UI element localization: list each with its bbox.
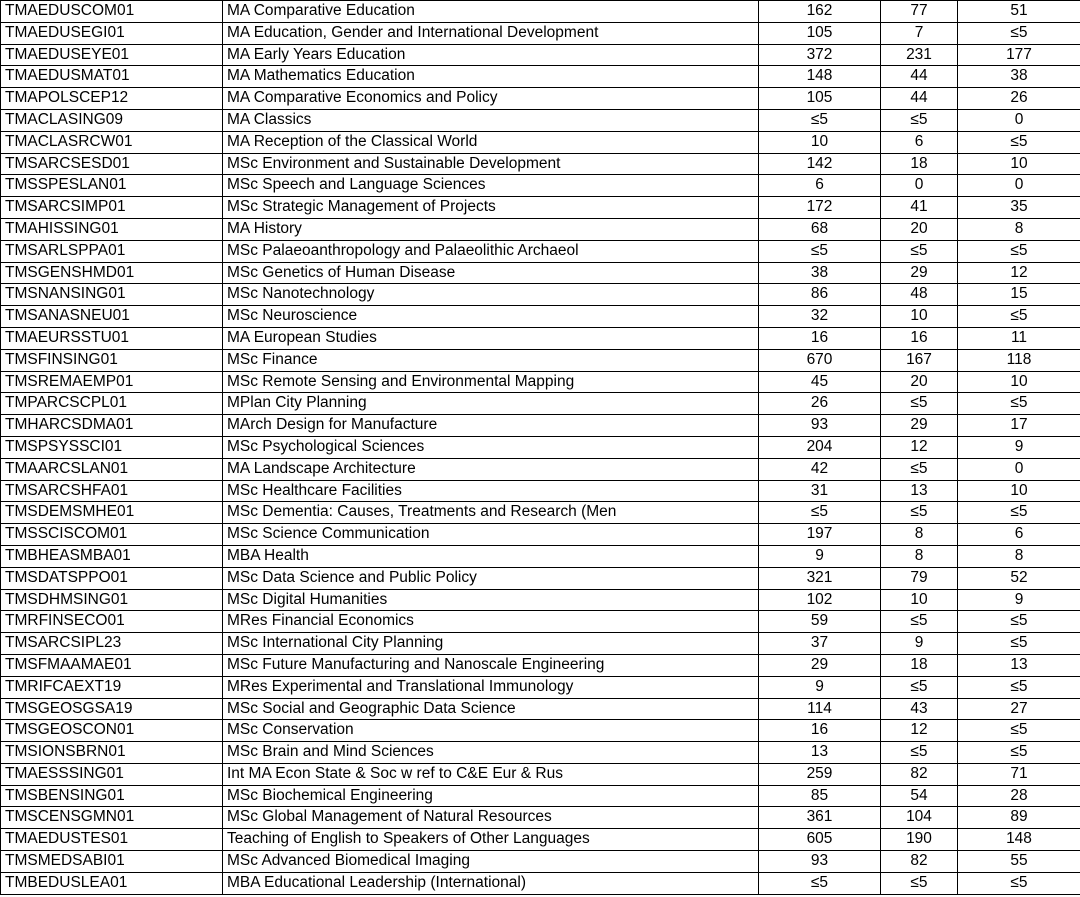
table-row — [1, 197, 1080, 219]
value-2-cell: 20 — [881, 218, 958, 240]
table-row — [1, 502, 1080, 524]
programme-code-cell: TMSGENSHMD01 — [1, 262, 223, 284]
value-1-cell: 9 — [759, 676, 881, 698]
value-1-cell: 13 — [759, 742, 881, 764]
value-2-cell: 44 — [881, 88, 958, 110]
value-3-cell: ≤5 — [958, 131, 1080, 153]
table-body — [1, 1, 1080, 895]
value-1-cell: 93 — [759, 415, 881, 437]
programme-name-cell: MSc Global Management of Natural Resources — [223, 807, 759, 829]
programme-name-cell: MPlan City Planning — [223, 393, 759, 415]
value-1-cell: 16 — [759, 720, 881, 742]
value-2-cell: 77 — [881, 1, 958, 23]
value-1-cell: 605 — [759, 829, 881, 851]
value-2-cell: ≤5 — [881, 109, 958, 131]
value-3-cell: 28 — [958, 785, 1080, 807]
value-1-cell: ≤5 — [759, 502, 881, 524]
value-2-cell: 231 — [881, 44, 958, 66]
programme-name-cell: MSc Finance — [223, 349, 759, 371]
table-row — [1, 458, 1080, 480]
value-3-cell: 55 — [958, 851, 1080, 873]
programme-name-cell: MSc Nanotechnology — [223, 284, 759, 306]
value-1-cell: 372 — [759, 44, 881, 66]
value-1-cell: 93 — [759, 851, 881, 873]
table-row — [1, 240, 1080, 262]
table-row — [1, 436, 1080, 458]
programme-code-cell: TMSANASNEU01 — [1, 306, 223, 328]
programme-name-cell: MA Landscape Architecture — [223, 458, 759, 480]
value-2-cell: 12 — [881, 436, 958, 458]
programme-code-cell: TMAEDUSMAT01 — [1, 66, 223, 88]
table-row — [1, 545, 1080, 567]
table-row — [1, 676, 1080, 698]
programme-code-cell: TMSARCSHFA01 — [1, 480, 223, 502]
value-2-cell: 10 — [881, 589, 958, 611]
value-2-cell: 44 — [881, 66, 958, 88]
programme-code-cell: TMAHISSING01 — [1, 218, 223, 240]
programme-name-cell: MSc Biochemical Engineering — [223, 785, 759, 807]
table-row — [1, 807, 1080, 829]
programme-name-cell: MSc Dementia: Causes, Treatments and Research (Men — [223, 502, 759, 524]
programme-name-cell: MA European Studies — [223, 327, 759, 349]
value-3-cell: 71 — [958, 763, 1080, 785]
programme-code-cell: TMSARLSPPA01 — [1, 240, 223, 262]
programme-name-cell: MSc Psychological Sciences — [223, 436, 759, 458]
programme-name-cell: MBA Educational Leadership (International) — [223, 872, 759, 894]
table-row — [1, 829, 1080, 851]
value-2-cell: 82 — [881, 763, 958, 785]
value-1-cell: 42 — [759, 458, 881, 480]
table-row — [1, 262, 1080, 284]
programme-code-cell: TMSFMAAMAE01 — [1, 654, 223, 676]
value-2-cell: 13 — [881, 480, 958, 502]
programme-name-cell: MRes Experimental and Translational Immunology — [223, 676, 759, 698]
programme-name-cell: MArch Design for Manufacture — [223, 415, 759, 437]
value-3-cell: 27 — [958, 698, 1080, 720]
value-1-cell: 32 — [759, 306, 881, 328]
value-3-cell: ≤5 — [958, 306, 1080, 328]
programme-code-cell: TMAEURSSTU01 — [1, 327, 223, 349]
programme-name-cell: MSc Environment and Sustainable Development — [223, 153, 759, 175]
value-1-cell: 10 — [759, 131, 881, 153]
value-1-cell: 45 — [759, 371, 881, 393]
table-row — [1, 742, 1080, 764]
programme-name-cell: MSc Neuroscience — [223, 306, 759, 328]
value-3-cell: 10 — [958, 153, 1080, 175]
value-3-cell: 0 — [958, 109, 1080, 131]
programme-name-cell: MSc Strategic Management of Projects — [223, 197, 759, 219]
table-row — [1, 654, 1080, 676]
value-1-cell: 85 — [759, 785, 881, 807]
value-3-cell: ≤5 — [958, 22, 1080, 44]
value-3-cell: 177 — [958, 44, 1080, 66]
value-2-cell: ≤5 — [881, 393, 958, 415]
table-row — [1, 284, 1080, 306]
value-3-cell: ≤5 — [958, 240, 1080, 262]
value-3-cell: 12 — [958, 262, 1080, 284]
value-1-cell: 29 — [759, 654, 881, 676]
value-2-cell: 6 — [881, 131, 958, 153]
programme-code-cell: TMSGEOSGSA19 — [1, 698, 223, 720]
value-3-cell: 118 — [958, 349, 1080, 371]
programme-code-cell: TMHARCSDMA01 — [1, 415, 223, 437]
value-2-cell: 16 — [881, 327, 958, 349]
value-3-cell: ≤5 — [958, 676, 1080, 698]
value-1-cell: 9 — [759, 545, 881, 567]
value-1-cell: 197 — [759, 524, 881, 546]
value-2-cell: 82 — [881, 851, 958, 873]
programme-code-cell: TMSARCSIPL23 — [1, 633, 223, 655]
programme-name-cell: MA Early Years Education — [223, 44, 759, 66]
programme-code-cell: TMSBENSING01 — [1, 785, 223, 807]
value-2-cell: 9 — [881, 633, 958, 655]
value-3-cell: 10 — [958, 371, 1080, 393]
value-2-cell: 190 — [881, 829, 958, 851]
programme-code-cell: TMAEDUSCOM01 — [1, 1, 223, 23]
value-1-cell: 114 — [759, 698, 881, 720]
programme-name-cell: MA History — [223, 218, 759, 240]
table-row — [1, 371, 1080, 393]
programme-name-cell: MSc Brain and Mind Sciences — [223, 742, 759, 764]
value-2-cell: 48 — [881, 284, 958, 306]
programme-name-cell: MRes Financial Economics — [223, 611, 759, 633]
value-3-cell: 148 — [958, 829, 1080, 851]
value-3-cell: 89 — [958, 807, 1080, 829]
value-2-cell: 10 — [881, 306, 958, 328]
table-row — [1, 153, 1080, 175]
table-row — [1, 720, 1080, 742]
programme-code-cell: TMAEDUSTES01 — [1, 829, 223, 851]
value-2-cell: ≤5 — [881, 240, 958, 262]
value-2-cell: 12 — [881, 720, 958, 742]
programme-name-cell: MSc Healthcare Facilities — [223, 480, 759, 502]
table-row — [1, 415, 1080, 437]
programme-code-cell: TMBEDUSLEA01 — [1, 872, 223, 894]
value-1-cell: 361 — [759, 807, 881, 829]
programme-code-cell: TMRFINSECO01 — [1, 611, 223, 633]
table-row — [1, 22, 1080, 44]
value-1-cell: ≤5 — [759, 109, 881, 131]
table-row — [1, 567, 1080, 589]
value-3-cell: ≤5 — [958, 872, 1080, 894]
table-row — [1, 698, 1080, 720]
value-2-cell: 18 — [881, 654, 958, 676]
value-2-cell: ≤5 — [881, 458, 958, 480]
value-3-cell: 8 — [958, 545, 1080, 567]
programme-name-cell: Teaching of English to Speakers of Other Languages — [223, 829, 759, 851]
value-1-cell: 16 — [759, 327, 881, 349]
value-2-cell: ≤5 — [881, 502, 958, 524]
programme-code-cell: TMSARCSIMP01 — [1, 197, 223, 219]
value-3-cell: 6 — [958, 524, 1080, 546]
value-3-cell: 10 — [958, 480, 1080, 502]
programme-code-cell: TMSPSYSSCI01 — [1, 436, 223, 458]
programme-name-cell: MSc Speech and Language Sciences — [223, 175, 759, 197]
value-3-cell: 38 — [958, 66, 1080, 88]
table-row — [1, 785, 1080, 807]
programme-name-cell: MA Comparative Economics and Policy — [223, 88, 759, 110]
value-2-cell: 29 — [881, 415, 958, 437]
table-row — [1, 44, 1080, 66]
programme-name-cell: MSc Social and Geographic Data Science — [223, 698, 759, 720]
programme-code-cell: TMAARCSLAN01 — [1, 458, 223, 480]
value-3-cell: 13 — [958, 654, 1080, 676]
programme-code-cell: TMSSCISCOM01 — [1, 524, 223, 546]
value-1-cell: 31 — [759, 480, 881, 502]
value-2-cell: 167 — [881, 349, 958, 371]
table-row — [1, 611, 1080, 633]
table-row — [1, 851, 1080, 873]
programme-code-cell: TMAESSSING01 — [1, 763, 223, 785]
value-1-cell: 259 — [759, 763, 881, 785]
programme-code-cell: TMAPOLSCEP12 — [1, 88, 223, 110]
programme-name-cell: MSc Remote Sensing and Environmental Mapping — [223, 371, 759, 393]
programme-code-cell: TMAEDUSEGI01 — [1, 22, 223, 44]
table-row — [1, 872, 1080, 894]
programme-code-cell: TMSDATSPPO01 — [1, 567, 223, 589]
table-row — [1, 524, 1080, 546]
value-1-cell: ≤5 — [759, 240, 881, 262]
value-3-cell: 0 — [958, 175, 1080, 197]
programme-code-cell: TMSFINSING01 — [1, 349, 223, 371]
table-row — [1, 1, 1080, 23]
value-1-cell: 59 — [759, 611, 881, 633]
value-3-cell: 11 — [958, 327, 1080, 349]
value-2-cell: 20 — [881, 371, 958, 393]
value-2-cell: 104 — [881, 807, 958, 829]
programme-code-cell: TMSNANSING01 — [1, 284, 223, 306]
value-1-cell: 204 — [759, 436, 881, 458]
table-row — [1, 131, 1080, 153]
programme-name-cell: Int MA Econ State & Soc w ref to C&E Eur & Rus — [223, 763, 759, 785]
table-row — [1, 327, 1080, 349]
value-2-cell: 8 — [881, 545, 958, 567]
value-3-cell: ≤5 — [958, 611, 1080, 633]
table-row — [1, 175, 1080, 197]
value-2-cell: 54 — [881, 785, 958, 807]
table-row — [1, 88, 1080, 110]
value-3-cell: 35 — [958, 197, 1080, 219]
value-1-cell: 105 — [759, 88, 881, 110]
table-row — [1, 589, 1080, 611]
value-1-cell: 6 — [759, 175, 881, 197]
programme-name-cell: MSc Advanced Biomedical Imaging — [223, 851, 759, 873]
value-2-cell: 79 — [881, 567, 958, 589]
table-row — [1, 306, 1080, 328]
value-3-cell: ≤5 — [958, 502, 1080, 524]
programme-name-cell: MSc International City Planning — [223, 633, 759, 655]
programme-code-cell: TMACLASING09 — [1, 109, 223, 131]
programme-code-cell: TMBHEASMBA01 — [1, 545, 223, 567]
table-row — [1, 633, 1080, 655]
table-row — [1, 218, 1080, 240]
programme-name-cell: MSc Data Science and Public Policy — [223, 567, 759, 589]
value-2-cell: 41 — [881, 197, 958, 219]
programme-code-cell: TMAEDUSEYE01 — [1, 44, 223, 66]
programme-name-cell: MSc Future Manufacturing and Nanoscale Engineering — [223, 654, 759, 676]
programme-code-cell: TMSIONSBRN01 — [1, 742, 223, 764]
value-1-cell: 37 — [759, 633, 881, 655]
value-3-cell: 51 — [958, 1, 1080, 23]
value-2-cell: ≤5 — [881, 742, 958, 764]
value-1-cell: 148 — [759, 66, 881, 88]
value-3-cell: 9 — [958, 436, 1080, 458]
value-1-cell: 172 — [759, 197, 881, 219]
value-3-cell: 0 — [958, 458, 1080, 480]
value-3-cell: 17 — [958, 415, 1080, 437]
programme-name-cell: MA Mathematics Education — [223, 66, 759, 88]
value-3-cell: 9 — [958, 589, 1080, 611]
programme-code-cell: TMSDEMSMHE01 — [1, 502, 223, 524]
value-1-cell: ≤5 — [759, 872, 881, 894]
programme-code-cell: TMSDHMSING01 — [1, 589, 223, 611]
value-2-cell: 7 — [881, 22, 958, 44]
programme-name-cell: MSc Palaeoanthropology and Palaeolithic Archaeol — [223, 240, 759, 262]
value-3-cell: ≤5 — [958, 742, 1080, 764]
programme-code-cell: TMSMEDSABI01 — [1, 851, 223, 873]
programme-name-cell: MSc Digital Humanities — [223, 589, 759, 611]
value-3-cell: 15 — [958, 284, 1080, 306]
value-1-cell: 162 — [759, 1, 881, 23]
programme-name-cell: MSc Science Communication — [223, 524, 759, 546]
table-row — [1, 349, 1080, 371]
value-2-cell: 29 — [881, 262, 958, 284]
value-3-cell: ≤5 — [958, 393, 1080, 415]
programme-name-cell: MA Reception of the Classical World — [223, 131, 759, 153]
programme-name-cell: MSc Genetics of Human Disease — [223, 262, 759, 284]
value-3-cell: 52 — [958, 567, 1080, 589]
programme-name-cell: MA Classics — [223, 109, 759, 131]
programme-name-cell: MA Education, Gender and International Development — [223, 22, 759, 44]
table-row — [1, 109, 1080, 131]
value-3-cell: ≤5 — [958, 633, 1080, 655]
value-2-cell: 18 — [881, 153, 958, 175]
table-row — [1, 480, 1080, 502]
value-1-cell: 321 — [759, 567, 881, 589]
programme-code-cell: TMSARCSESD01 — [1, 153, 223, 175]
value-1-cell: 102 — [759, 589, 881, 611]
value-1-cell: 105 — [759, 22, 881, 44]
value-2-cell: 8 — [881, 524, 958, 546]
value-1-cell: 670 — [759, 349, 881, 371]
programme-code-cell: TMACLASRCW01 — [1, 131, 223, 153]
value-1-cell: 38 — [759, 262, 881, 284]
value-1-cell: 142 — [759, 153, 881, 175]
value-3-cell: 26 — [958, 88, 1080, 110]
programme-code-cell: TMSSPESLAN01 — [1, 175, 223, 197]
programme-name-cell: MSc Conservation — [223, 720, 759, 742]
programme-code-cell: TMSCENSGMN01 — [1, 807, 223, 829]
value-2-cell: ≤5 — [881, 676, 958, 698]
table-row — [1, 763, 1080, 785]
table-row — [1, 393, 1080, 415]
value-2-cell: 43 — [881, 698, 958, 720]
programme-code-cell: TMSGEOSCON01 — [1, 720, 223, 742]
table-row — [1, 66, 1080, 88]
value-2-cell: ≤5 — [881, 872, 958, 894]
programme-code-cell: TMRIFCAEXT19 — [1, 676, 223, 698]
value-1-cell: 86 — [759, 284, 881, 306]
value-3-cell: 8 — [958, 218, 1080, 240]
value-1-cell: 26 — [759, 393, 881, 415]
programme-name-cell: MA Comparative Education — [223, 1, 759, 23]
value-2-cell: 0 — [881, 175, 958, 197]
value-2-cell: ≤5 — [881, 611, 958, 633]
programme-code-cell: TMPARCSCPL01 — [1, 393, 223, 415]
value-3-cell: ≤5 — [958, 720, 1080, 742]
programme-name-cell: MBA Health — [223, 545, 759, 567]
value-1-cell: 68 — [759, 218, 881, 240]
programme-code-cell: TMSREMAEMP01 — [1, 371, 223, 393]
